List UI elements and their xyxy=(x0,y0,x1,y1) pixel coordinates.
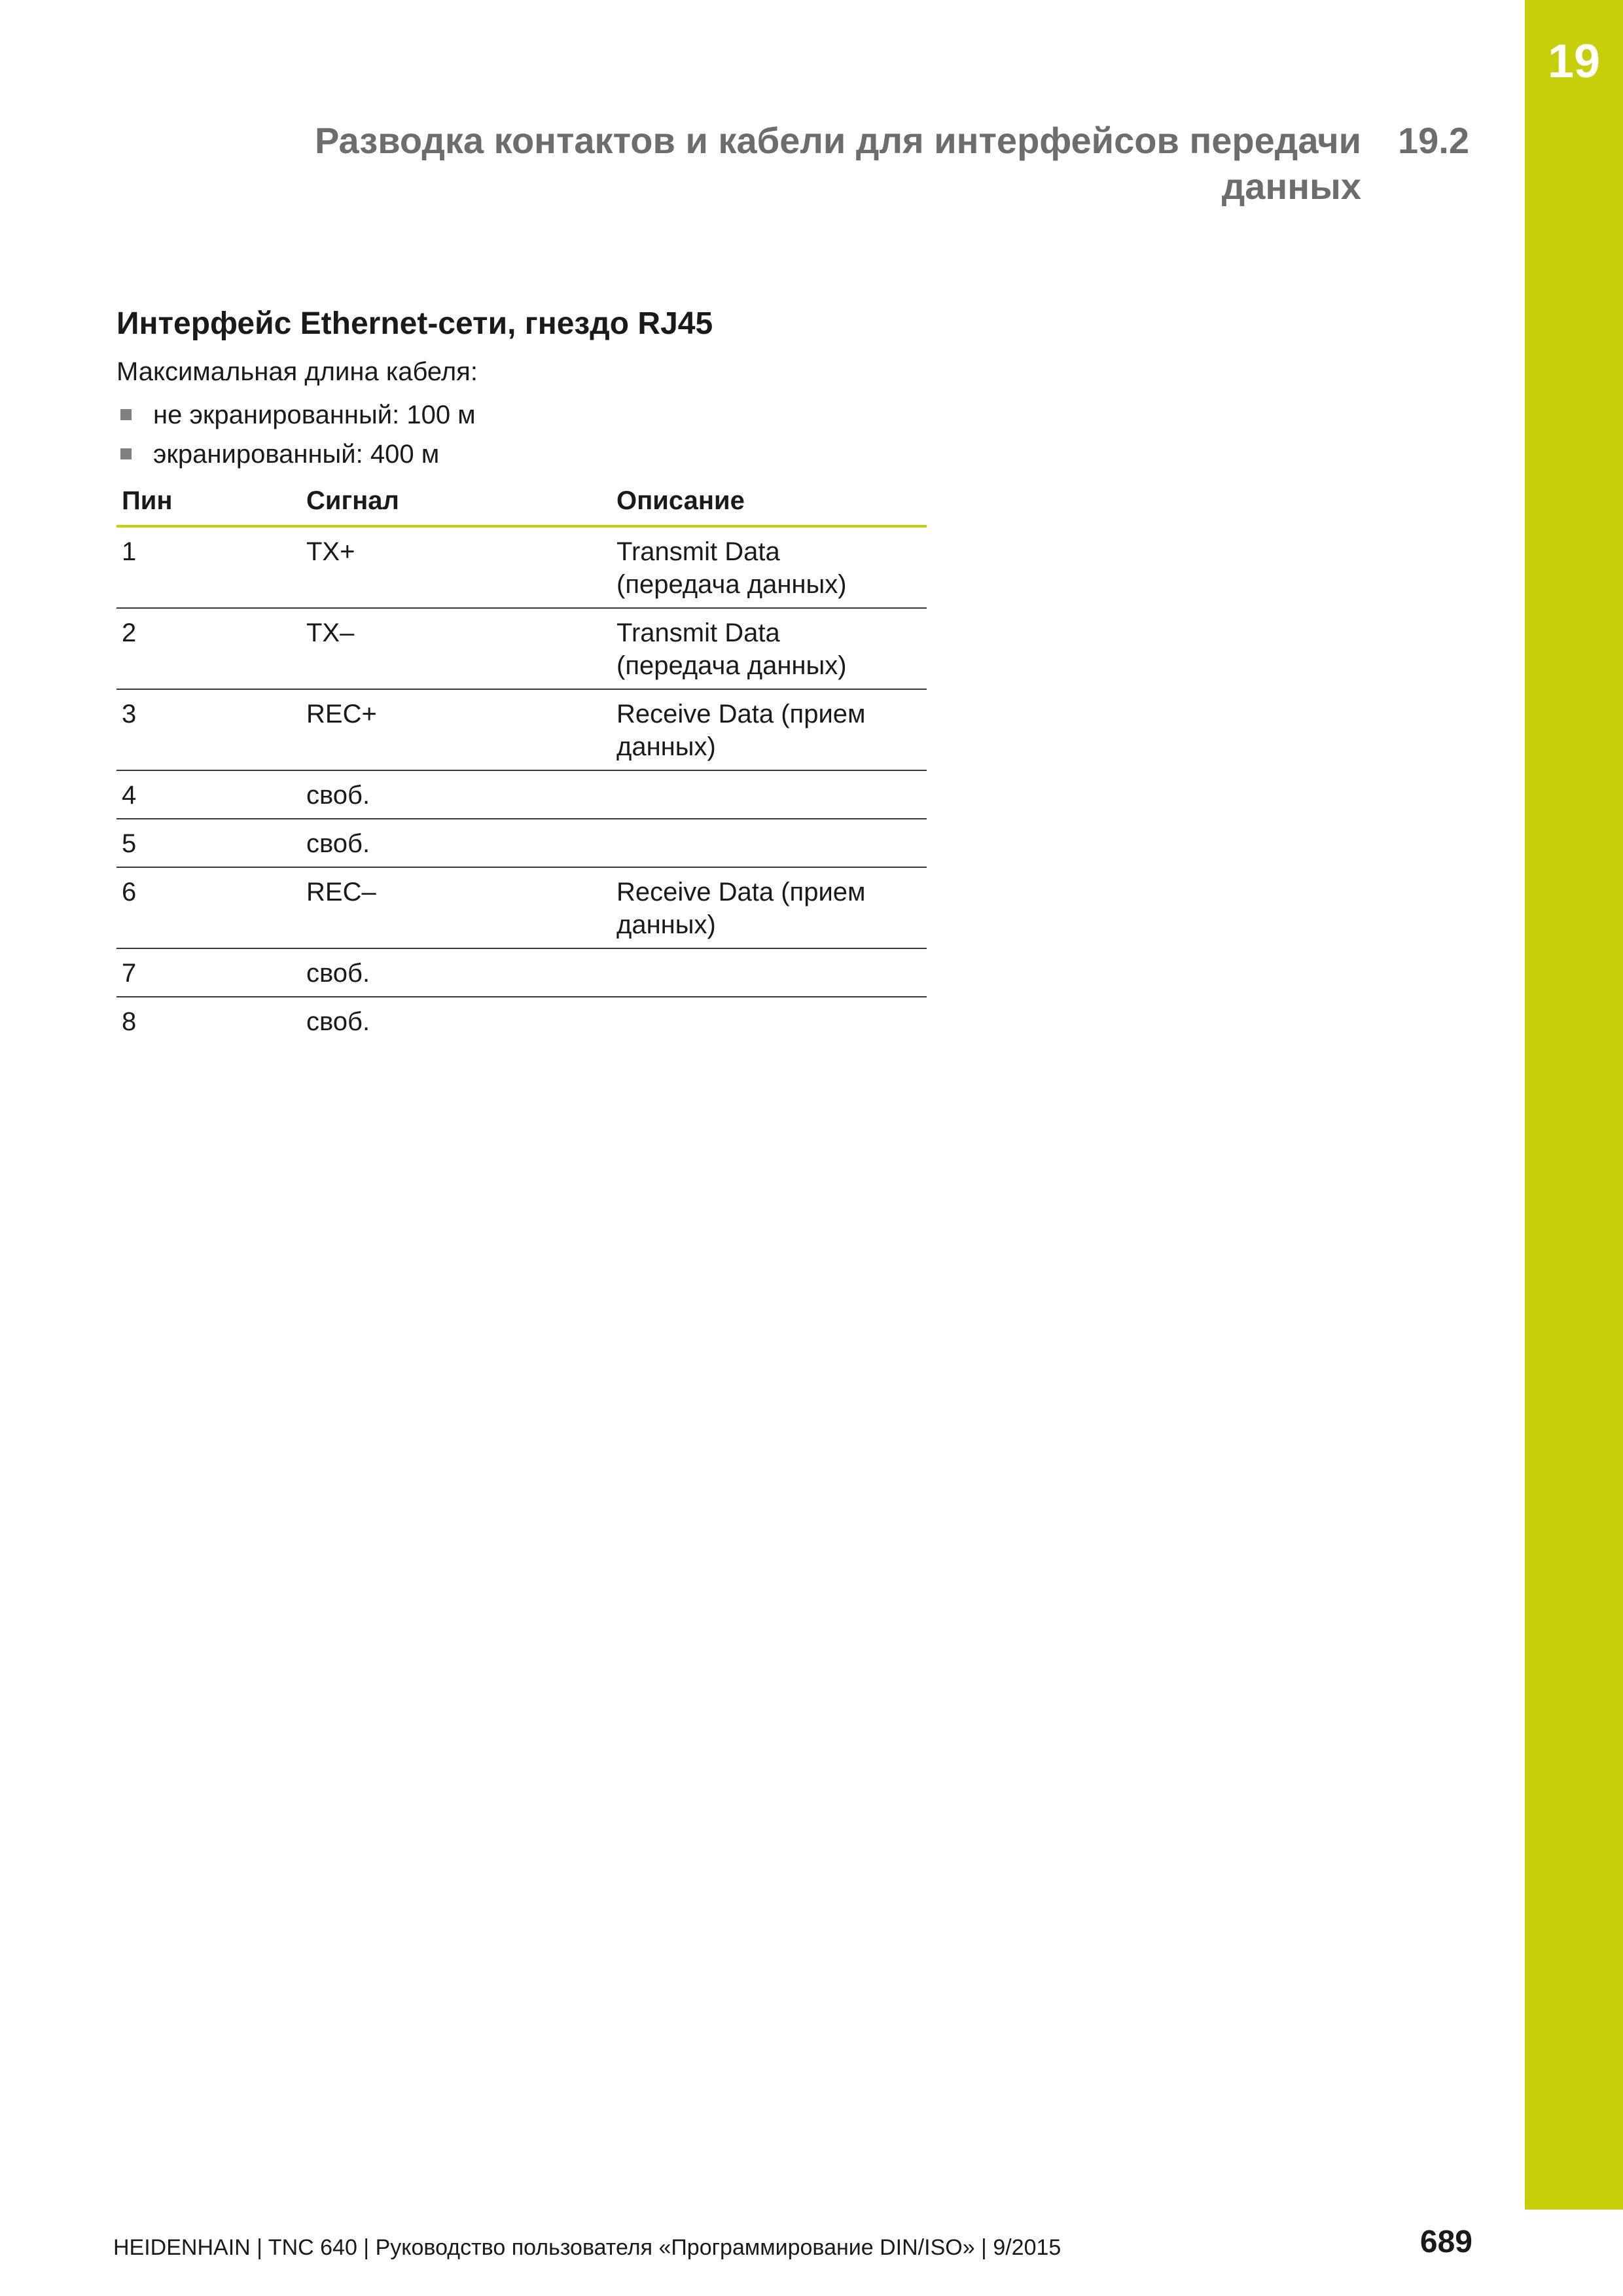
column-header-pin: Пин xyxy=(116,476,301,526)
pin-cell: 3 xyxy=(116,689,301,770)
table-row xyxy=(116,867,927,948)
footer-text: HEIDENHAIN | TNC 640 | Руководство пользователя «Программирование DIN/ISO» | 9/2015 xyxy=(113,2235,1061,2260)
list-item-text: экранированный: 400 м xyxy=(153,440,440,469)
subsection-heading: Интерфейс Ethernet-сети, гнездо RJ45 xyxy=(116,306,713,341)
description-line: (передача данных) xyxy=(616,570,847,599)
table-row xyxy=(116,526,927,608)
table-row xyxy=(116,770,927,819)
pin-cell: 6 xyxy=(116,867,301,948)
square-bullet-icon xyxy=(120,409,132,420)
bullet-list xyxy=(116,395,476,474)
description-line: (передача данных) xyxy=(616,651,847,680)
column-header-description: Описание xyxy=(611,476,927,526)
table-row xyxy=(116,997,927,1045)
description-line: данных) xyxy=(616,732,716,761)
intro-text: Максимальная длина кабеля: xyxy=(116,357,478,386)
description-cell xyxy=(611,770,927,819)
section-title xyxy=(118,118,1361,209)
signal-cell: своб. xyxy=(301,770,611,819)
column-header-signal: Сигнал xyxy=(301,476,611,526)
description-cell xyxy=(611,608,927,689)
chapter-tab xyxy=(1525,0,1623,2210)
signal-cell: TX– xyxy=(301,608,611,689)
pin-cell: 7 xyxy=(116,948,301,997)
signal-cell: своб. xyxy=(301,819,611,867)
section-title-line-2: данных xyxy=(1221,166,1361,207)
signal-cell: TX+ xyxy=(301,526,611,608)
description-cell xyxy=(611,819,927,867)
section-number: 19.2 xyxy=(1398,120,1469,161)
description-cell xyxy=(611,526,927,608)
description-line: Transmit Data xyxy=(616,619,780,647)
list-item xyxy=(116,395,476,435)
pin-cell: 4 xyxy=(116,770,301,819)
table-row xyxy=(116,819,927,867)
list-item xyxy=(116,435,476,474)
pin-cell: 2 xyxy=(116,608,301,689)
square-bullet-icon xyxy=(120,448,132,459)
description-line: Receive Data (прием xyxy=(616,700,866,728)
description-cell xyxy=(611,689,927,770)
page-number: 689 xyxy=(1419,2225,1472,2259)
table-row xyxy=(116,608,927,689)
signal-cell: своб. xyxy=(306,1007,370,1036)
signal-cell: REC– xyxy=(301,867,611,948)
table-row xyxy=(116,948,927,997)
pin-cell: 5 xyxy=(116,819,301,867)
description-line: Transmit Data xyxy=(616,537,780,566)
table-header-row xyxy=(116,476,927,526)
signal-cell: своб. xyxy=(301,948,611,997)
chapter-number: 19 xyxy=(1547,35,1601,88)
description-line: данных) xyxy=(616,910,716,939)
description-cell xyxy=(611,948,927,997)
pin-assignment-table xyxy=(116,476,927,1045)
description-cell xyxy=(611,867,927,948)
description-cell xyxy=(611,997,927,1045)
description-line: Receive Data (прием xyxy=(616,878,866,906)
signal-cell: REC+ xyxy=(301,689,611,770)
list-item-text: не экранированный: 100 м xyxy=(153,401,476,429)
pin-cell: 1 xyxy=(116,526,301,608)
section-title-line-1: Разводка контактов и кабели для интерфейсов передачи xyxy=(314,120,1361,161)
table-row xyxy=(116,689,927,770)
pin-cell: 8 xyxy=(122,1007,137,1036)
